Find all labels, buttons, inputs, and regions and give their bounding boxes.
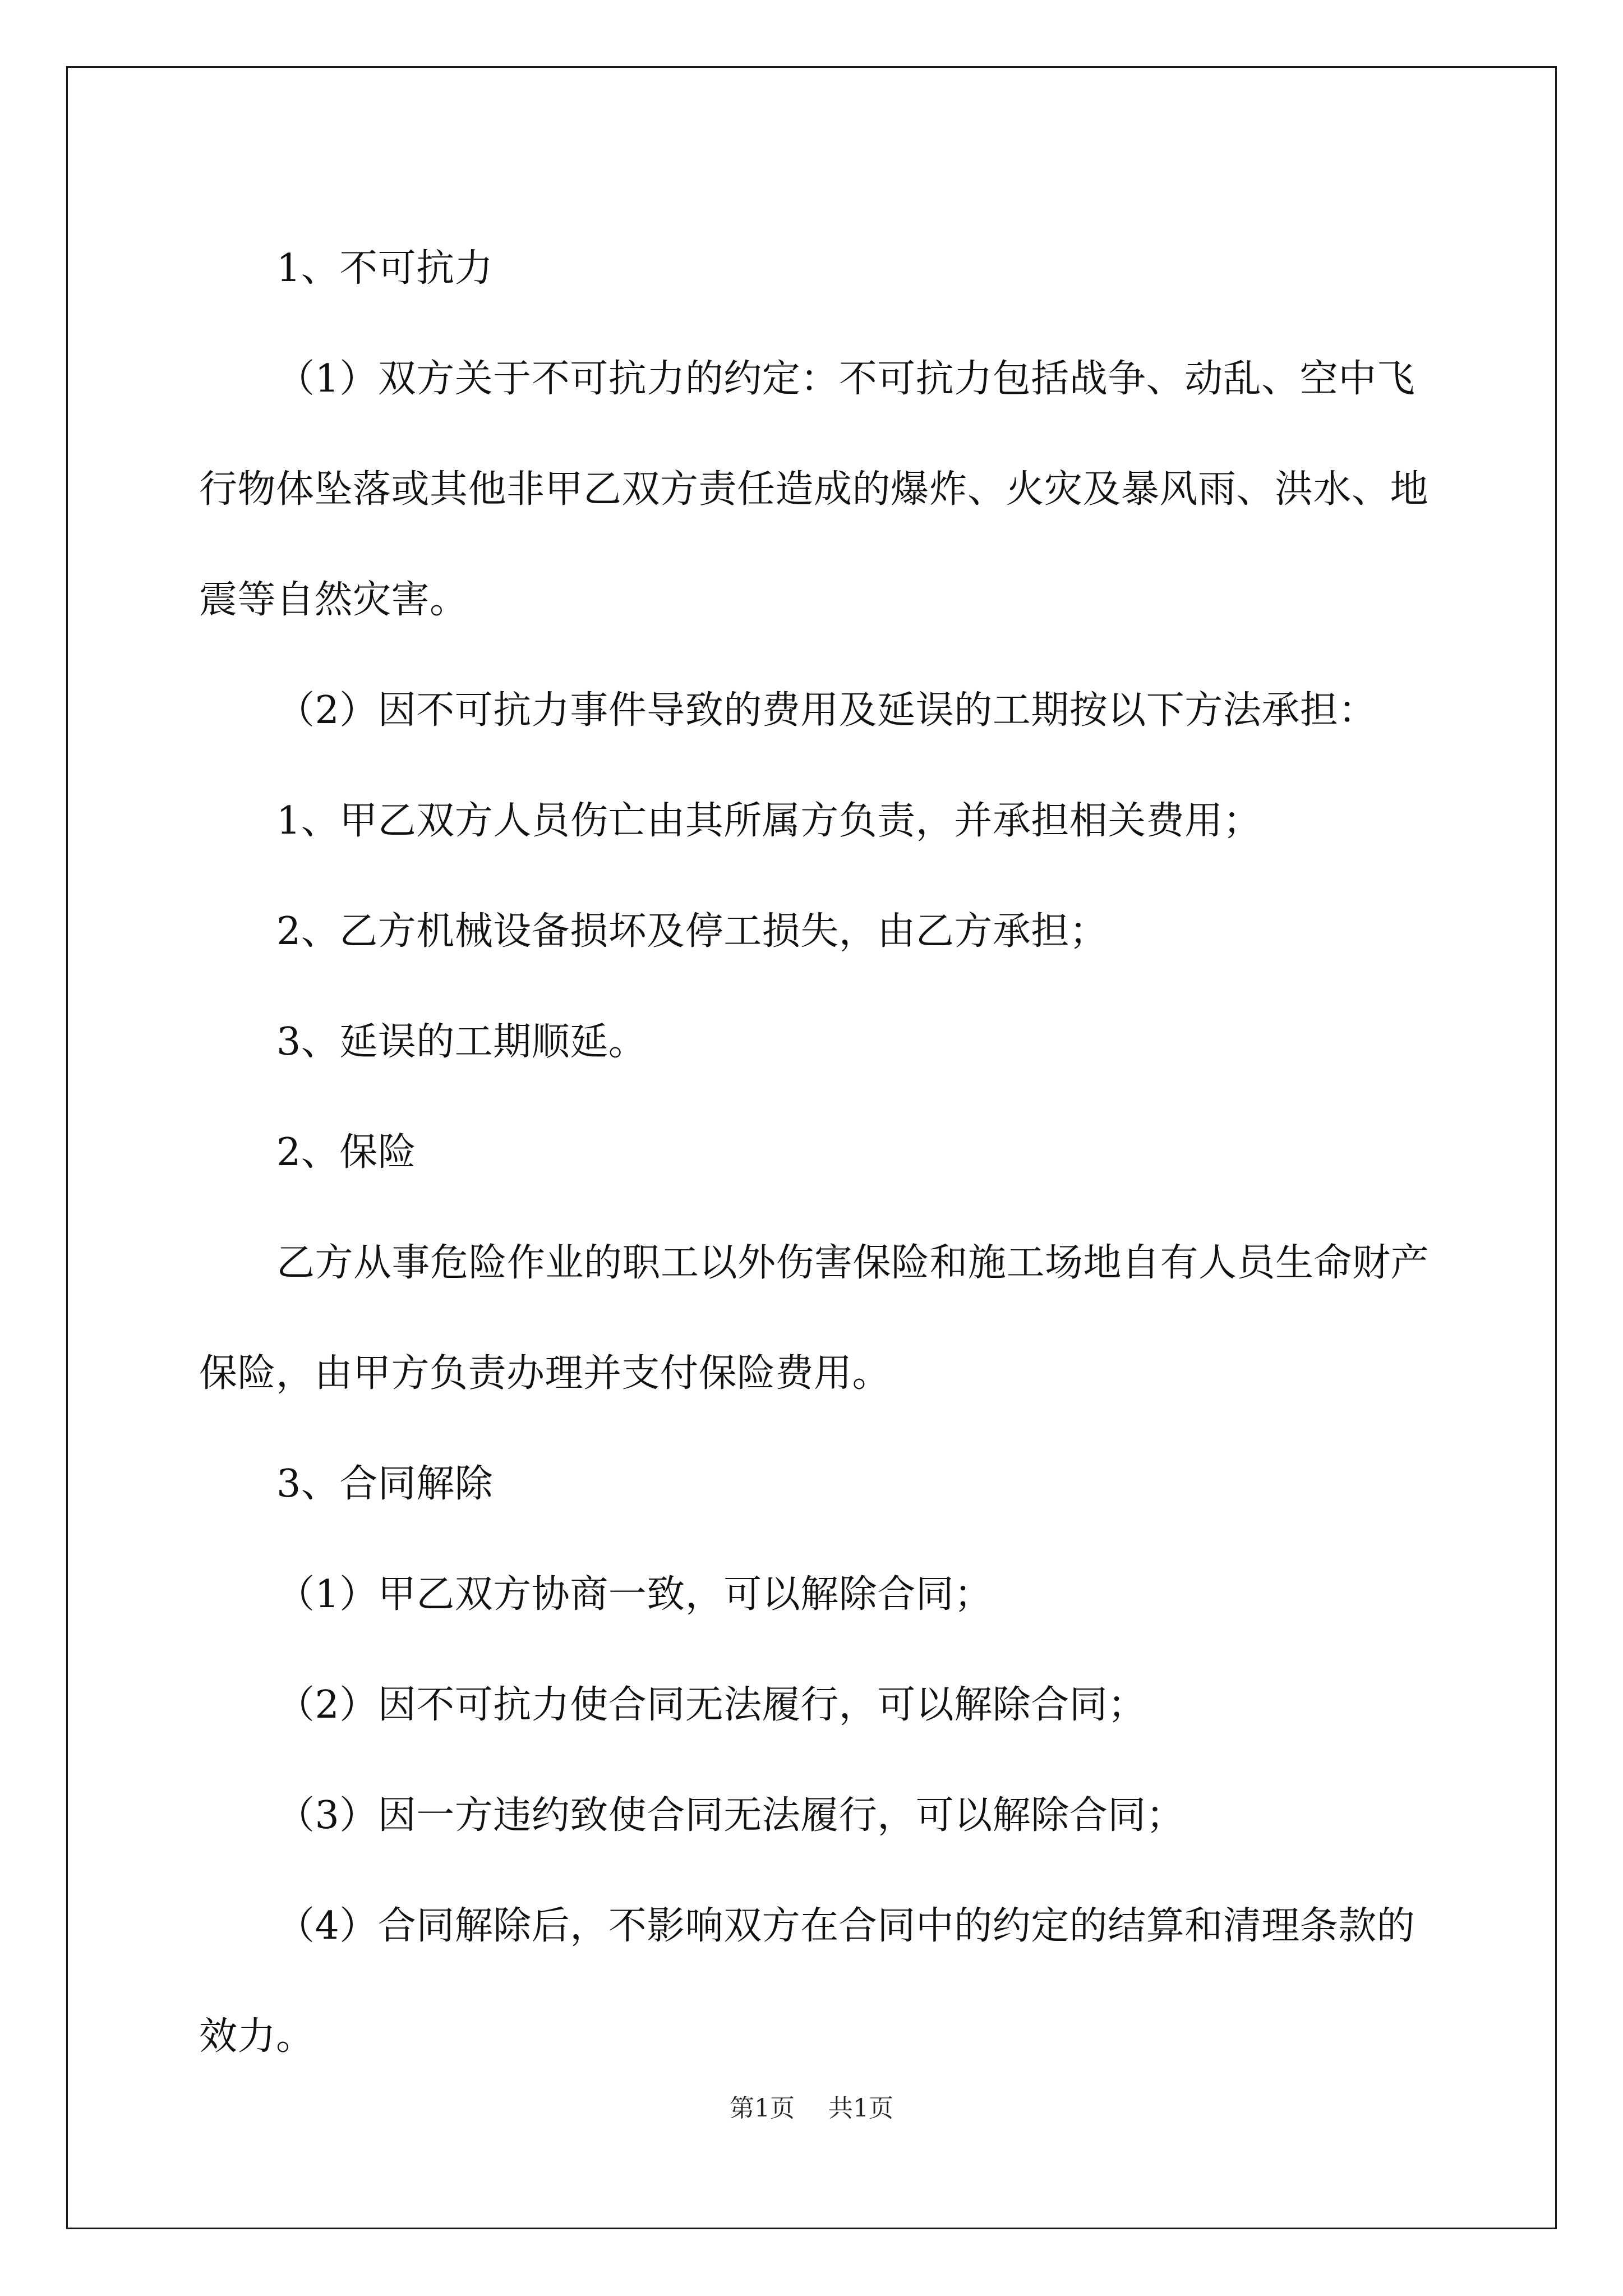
- paragraph-force-majeure-definition: （1）双方关于不可抗力的约定：不可抗力包括战争、动乱、空中飞行物体坠落或其他非甲乙双方责任造成的爆炸、火灾及暴风雨、洪水、地震等自然灾害。: [199, 357, 1429, 622]
- list-item-termination-effect: （4）合同解除后，不影响双方在合同中的约定的结算和清理条款的效力。: [199, 1904, 1415, 2059]
- page-footer: [0, 2088, 1623, 2124]
- heading-force-majeure: 1、不可抗力: [276, 246, 494, 291]
- list-item-termination-mutual: （1）甲乙双方协商一致，可以解除合同；: [276, 1572, 993, 1617]
- paragraph-force-majeure-costs: （2）因不可抗力事件导致的费用及延误的工期按以下方法承担：: [276, 688, 1377, 733]
- list-item-termination-force-majeure: （2）因不可抗力使合同无法履行，可以解除合同；: [276, 1683, 1146, 1727]
- paragraph-insurance: 乙方从事危险作业的职工以外伤害保险和施工场地自有人员生命财产保险，由甲方负责办理并支付保险费用。: [199, 1241, 1430, 1396]
- list-item-casualties: 1、甲乙双方人员伤亡由其所属方负责，并承担相关费用；: [276, 799, 1262, 843]
- document-body: [199, 213, 1433, 2092]
- list-item-equipment-loss: 2、乙方机械设备损坏及停工损失，由乙方承担；: [276, 909, 1108, 954]
- list-item-schedule-extension: 3、延误的工期顺延。: [276, 1020, 647, 1064]
- page-number: 第1页: [730, 2094, 795, 2123]
- page-total: 共1页: [828, 2094, 893, 2123]
- list-item-termination-breach: （3）因一方违约致使合同无法履行，可以解除合同；: [276, 1793, 1185, 1838]
- heading-insurance: 2、保险: [276, 1130, 417, 1175]
- heading-contract-termination: 3、合同解除: [276, 1462, 494, 1506]
